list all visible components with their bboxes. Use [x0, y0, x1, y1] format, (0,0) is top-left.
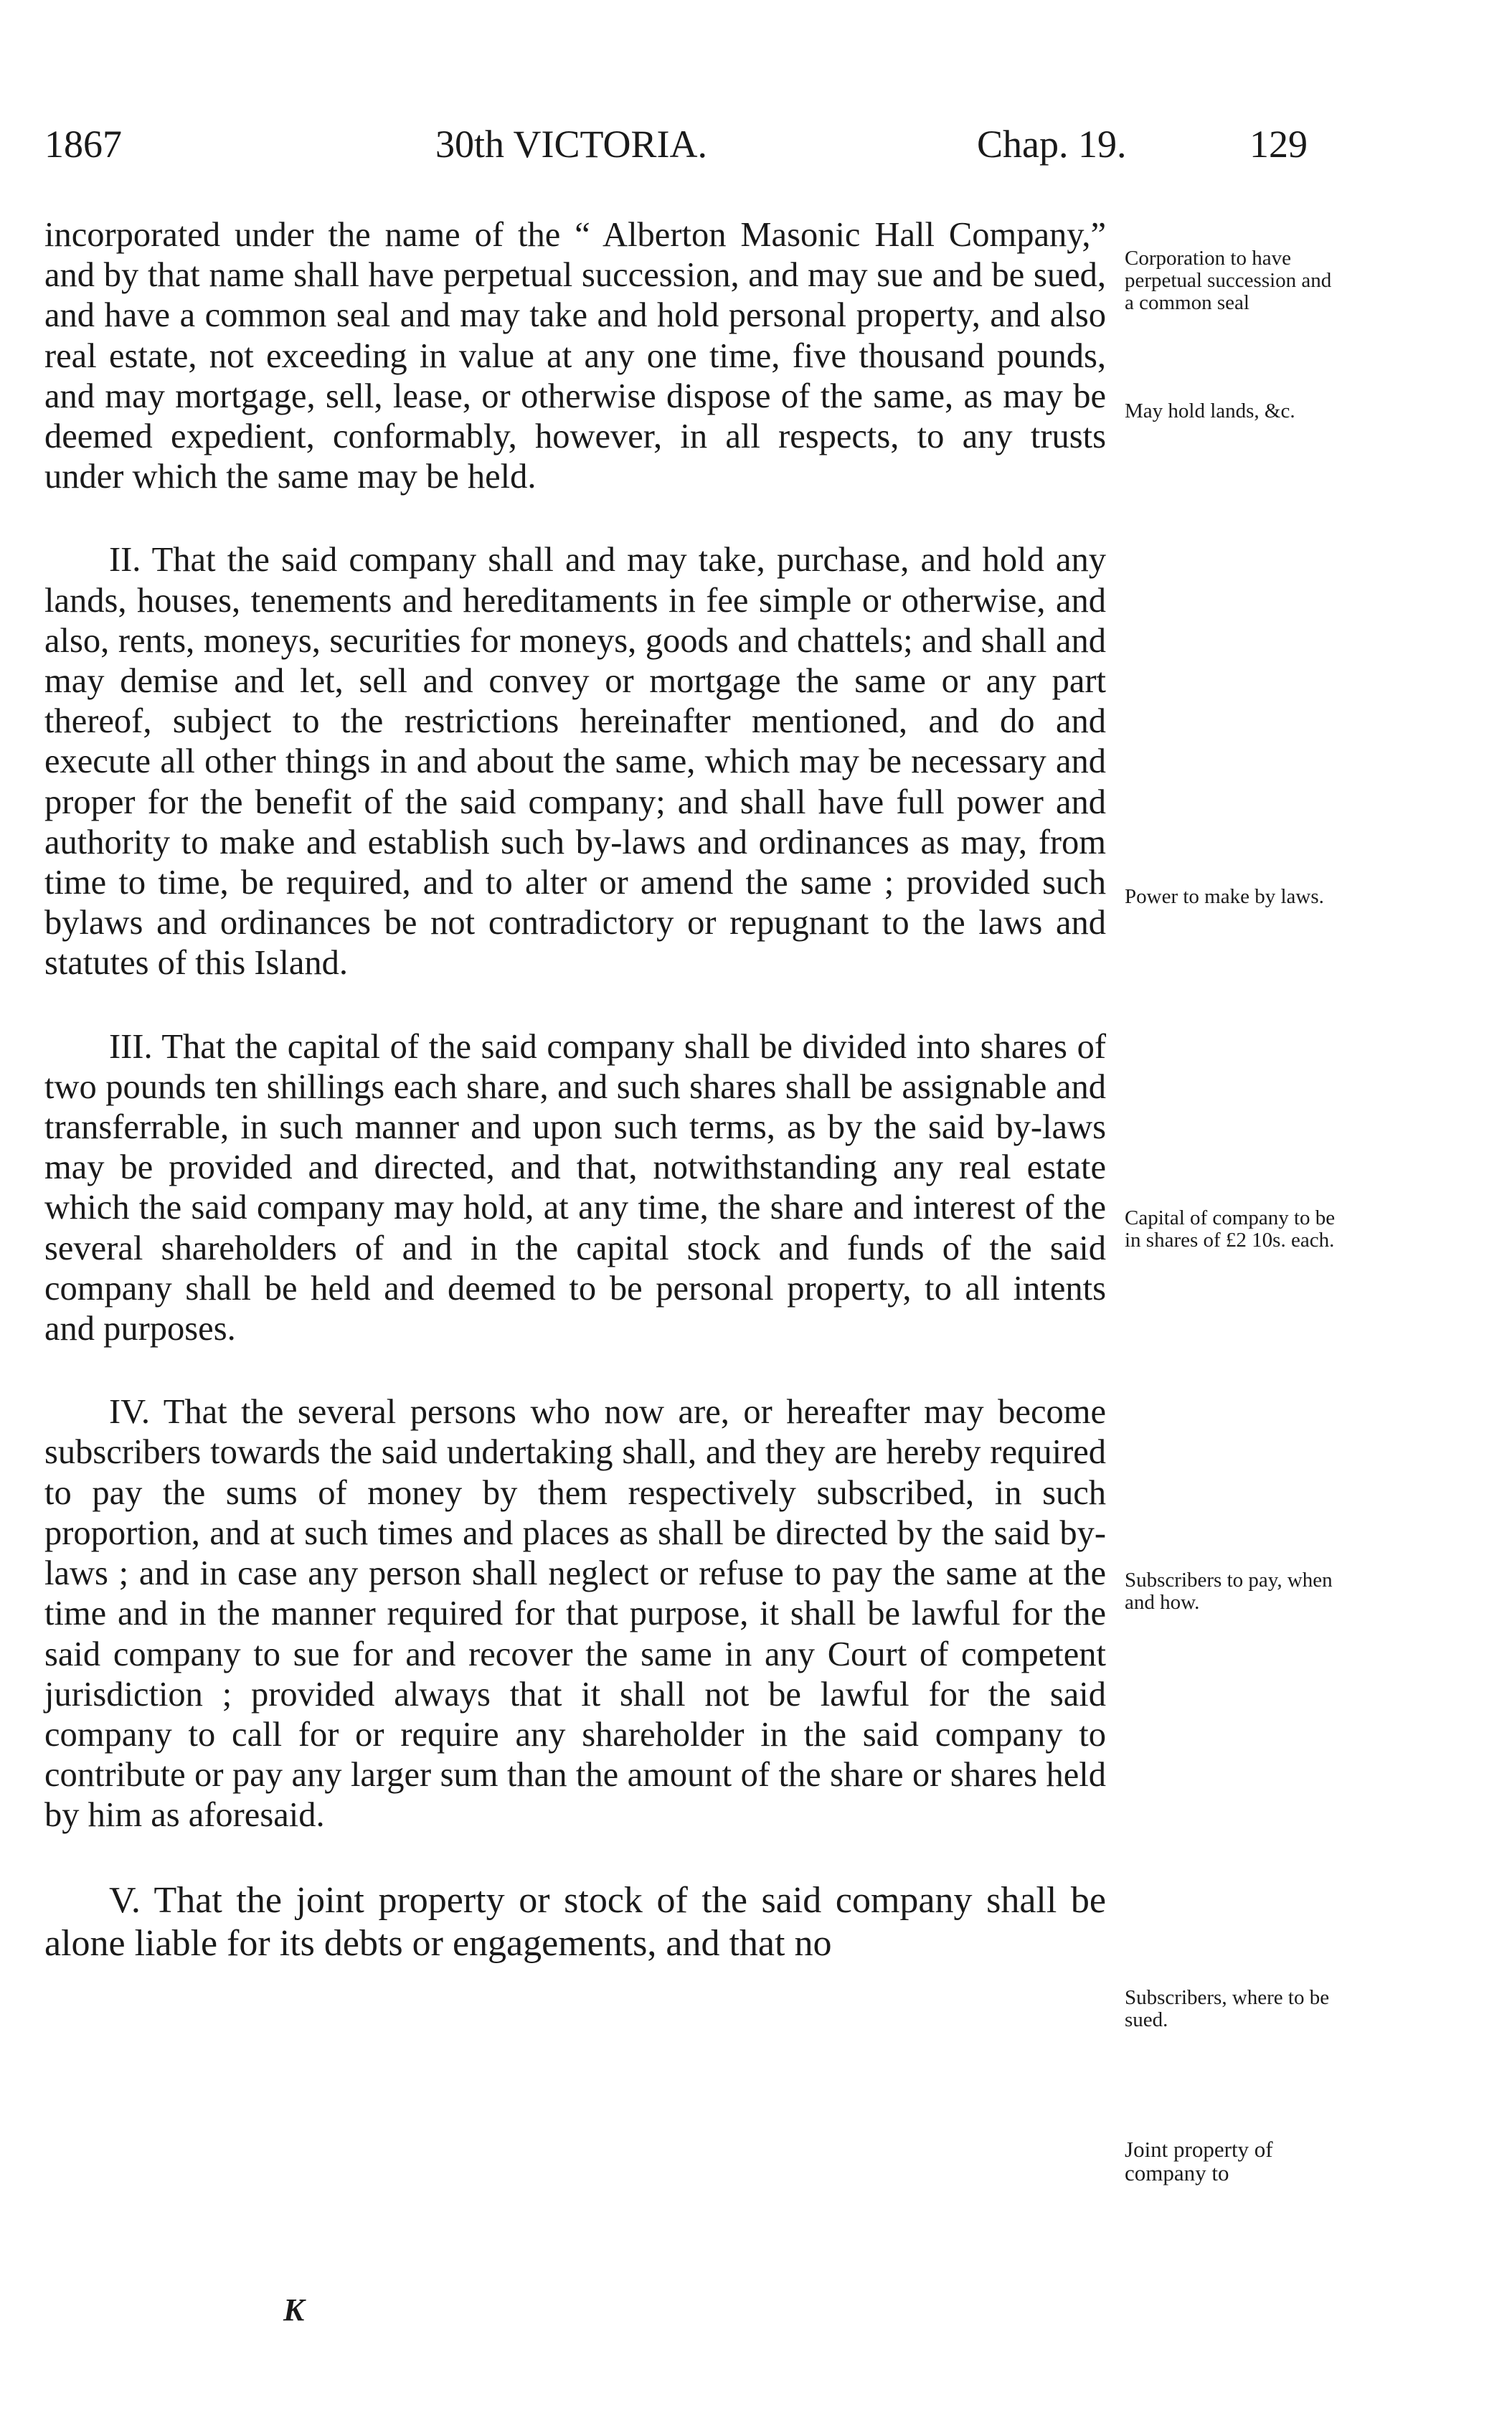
main-text: [44, 215, 1106, 1965]
margin-note-subscribers-sued: Subscribers, where to be sued.: [1125, 1986, 1330, 2031]
margin-note-capital: Capital of company to be in shares of £2 10s. each.: [1125, 1206, 1336, 1252]
header-chapter: Chap. 19.: [977, 123, 1127, 166]
paragraph-continuation: incorporated under the name of the “ Alberton Masonic Hall Company,” and by that name shall have perpetual succession, and may sue and be sued, and have a common seal and may take and hold personal property, and also real estate, not exceeding in value at any one time, five thousand pounds, and may mortgage, sell, lease, or otherwise dispose of the same, as may be deemed expedient, conformably, however, in all respects, to any trusts under which the same may be held.: [44, 216, 1106, 496]
header-title: 30th VICTORIA.: [435, 123, 708, 166]
margin-note-subscribers-pay: Subscribers to pay, when and how.: [1125, 1569, 1333, 1614]
signature-mark: K: [283, 2292, 305, 2328]
header-year: 1867: [44, 123, 122, 166]
running-header: [44, 122, 1336, 186]
section-iii: III. That the capital of the said company shall be divided into shares of two pounds ten shillings each share, and such shares shall be assignable and transferrable, in such manner and upon such terms, as by the said by-laws may be provided and directed, and that, notwithstanding any real estate which the said company may hold, at any time, the share and interest of the several shareholders of and in the capital stock and funds of the said company shall be held and deemed to be personal property, to all intents and purposes.: [44, 1027, 1106, 1348]
margin-note-joint-property: Joint property of company to: [1125, 2137, 1273, 2185]
section-v: V. That the joint property or stock of the said company shall be alone liable for its debts or engagements, and that no: [44, 1879, 1106, 1964]
margin-note-bylaws: Power to make by laws.: [1125, 885, 1324, 908]
section-iv: IV. That the several persons who now are, or hereafter may become subscribers towards the said undertaking shall, and they are hereby required to pay the sums of money by them respectively subscribed, in such proportion, and at such times and places as shall be directed by the said by-laws ; and in case any person shall neglect or refuse to pay the same at the time and in the manner required for that purpose, it shall be lawful for the said company to sue for and recover the same in any Court of competent jurisdiction ; provided always that it shall not be lawful for the said company to call for or require any shareholder in the said company to contribute or pay any larger sum than the amount of the share or shares held by him as aforesaid.: [44, 1393, 1106, 1835]
margin-note-corporation: Corporation to have perpetual succession and a common seal: [1125, 247, 1332, 314]
section-ii: II. That the said company shall and may take, purchase, and hold any lands, houses, tenements and hereditaments in fee simple or otherwise, and also, rents, moneys, securities for moneys, goods and chattels; and shall and may demise and let, sell and convey or mortgage the same or any part thereof, subject to the restrictions hereinafter mentioned, and do and execute all other things in and about the same, which may be necessary and proper for the benefit of the said company; and shall have full power and authority to make and establish such by-laws and ordinances as may, from time to time, be required, and to alter or amend the same ; provided such bylaws and ordinances be not contradictory or repugnant to the laws and statutes of this Island.: [44, 541, 1106, 983]
page-number: 129: [1249, 123, 1308, 166]
margin-note-lands: May hold lands, &c.: [1125, 400, 1295, 422]
